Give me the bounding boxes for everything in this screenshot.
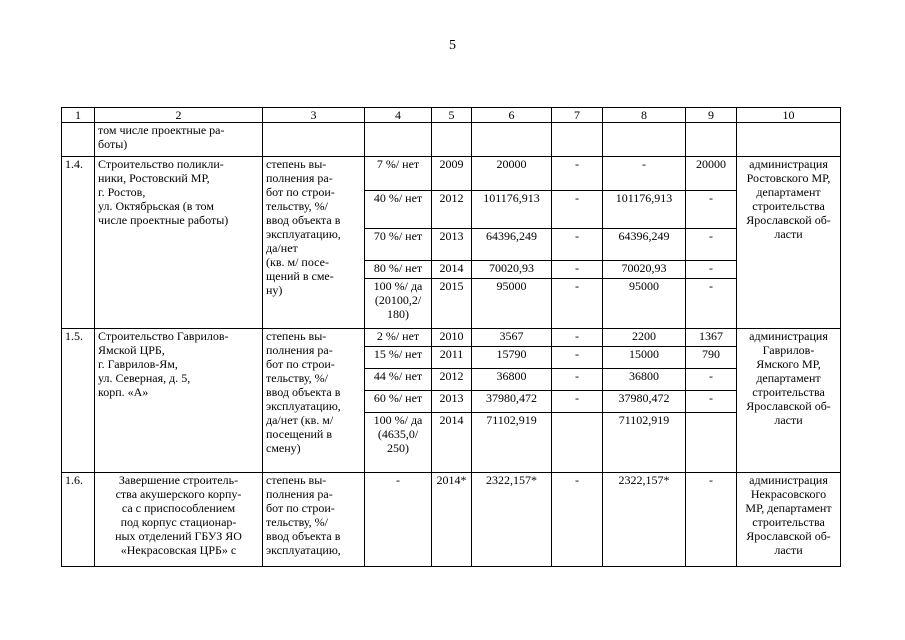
header-row	[62, 108, 841, 123]
progress-value: 2 %/ нет	[365, 329, 432, 347]
col8-value: 15000	[603, 347, 686, 369]
table-row	[62, 157, 841, 191]
total-value: 2322,157*	[472, 473, 552, 567]
object-name: Строительство Гаврилов- Ямской ЦРБ, г. Гаврилов-Ям, ул. Северная, д. 5, корп. «А»	[95, 329, 263, 473]
year: 2011	[432, 347, 472, 369]
total-value: 70020,93	[472, 261, 552, 279]
row-number: 1.6.	[62, 473, 95, 567]
header-cell: 5	[432, 108, 472, 123]
col8-value: 64396,249	[603, 229, 686, 261]
year: 2010	[432, 329, 472, 347]
col9-value: 1367	[686, 329, 737, 347]
year: 2012	[432, 369, 472, 391]
year: 2013	[432, 391, 472, 413]
progress-value: 70 %/ нет	[365, 229, 432, 261]
total-value: 15790	[472, 347, 552, 369]
header-cell: 6	[472, 108, 552, 123]
total-value: 37980,472	[472, 391, 552, 413]
progress-value: 15 %/ нет	[365, 347, 432, 369]
col9-value: -	[686, 279, 737, 329]
total-value: 71102,919	[472, 413, 552, 473]
col7-value: -	[552, 369, 603, 391]
header-cell: 8	[603, 108, 686, 123]
col8-value: 37980,472	[603, 391, 686, 413]
col9-value: -	[686, 261, 737, 279]
total-value: 3567	[472, 329, 552, 347]
col7-value: -	[552, 473, 603, 567]
col7-value: -	[552, 347, 603, 369]
header-cell: 1	[62, 108, 95, 123]
object-name: Завершение строитель- ства акушерского корпу- са с приспособлением под корпус стационар- ных отделений ГБУЗ ЯО «Некрасовская ЦРБ» с	[95, 473, 263, 567]
total-value: 95000	[472, 279, 552, 329]
col8-value: -	[603, 157, 686, 191]
total-value: 36800	[472, 369, 552, 391]
header-cell: 7	[552, 108, 603, 123]
year: 2014*	[432, 473, 472, 567]
row-number: 1.4.	[62, 157, 95, 329]
continuation-name: том числе проектные ра- боты)	[95, 123, 263, 157]
col7-value: -	[552, 261, 603, 279]
header-cell: 10	[737, 108, 841, 123]
year: 2012	[432, 191, 472, 229]
col9-value	[686, 413, 737, 473]
col9-value: 790	[686, 347, 737, 369]
year: 2014	[432, 261, 472, 279]
responsible-org: администрация Ростовского МР, департамент строительства Ярославской об- ласти	[737, 157, 841, 329]
col8-value: 101176,913	[603, 191, 686, 229]
col9-value: -	[686, 369, 737, 391]
table-row	[62, 123, 841, 157]
col7-value: -	[552, 157, 603, 191]
year: 2009	[432, 157, 472, 191]
col7-value: -	[552, 279, 603, 329]
total-value: 20000	[472, 157, 552, 191]
responsible-org: администрация Гаврилов- Ямского МР, департамент строительства Ярославской об- ласти	[737, 329, 841, 473]
header-cell: 9	[686, 108, 737, 123]
col7-value: -	[552, 191, 603, 229]
year: 2013	[432, 229, 472, 261]
table-row	[62, 473, 841, 567]
header-cell: 2	[95, 108, 263, 123]
col8-value: 70020,93	[603, 261, 686, 279]
col9-value: -	[686, 229, 737, 261]
indicator: степень вы- полнения ра- бот по строи- тельству, %/ ввод объекта в эксплуатацию, да/нет (кв. м/ посе- щений в сме- ну)	[263, 157, 365, 329]
progress-value: 80 %/ нет	[365, 261, 432, 279]
col9-value: -	[686, 391, 737, 413]
col8-value: 71102,919	[603, 413, 686, 473]
indicator: степень вы- полнения ра- бот по строи- тельству, %/ ввод объекта в эксплуатацию, да/нет (кв. м/ посещений в смену)	[263, 329, 365, 473]
col7-value: -	[552, 229, 603, 261]
year: 2014	[432, 413, 472, 473]
col7-value: -	[552, 391, 603, 413]
col9-value: -	[686, 473, 737, 567]
col8-value: 2322,157*	[603, 473, 686, 567]
col7-value	[552, 413, 603, 473]
year: 2015	[432, 279, 472, 329]
progress-value: 100 %/ да (20100,2/ 180)	[365, 279, 432, 329]
header-cell: 4	[365, 108, 432, 123]
col7-value: -	[552, 329, 603, 347]
object-name: Строительство поликли- ники, Ростовский МР, г. Ростов, ул. Октябрьская (в том числе проектные работы)	[95, 157, 263, 329]
progress-value: 60 %/ нет	[365, 391, 432, 413]
col8-value: 36800	[603, 369, 686, 391]
indicator: степень вы- полнения ра- бот по строи- тельству, %/ ввод объекта в эксплуатацию,	[263, 473, 365, 567]
responsible-org: администрация Некрасовского МР, департамент строительства Ярославской об- ласти	[737, 473, 841, 567]
progress-value: -	[365, 473, 432, 567]
row-number: 1.5.	[62, 329, 95, 473]
progress-value: 7 %/ нет	[365, 157, 432, 191]
col9-value: 20000	[686, 157, 737, 191]
page-number: 5	[449, 38, 456, 53]
header-cell: 3	[263, 108, 365, 123]
col9-value: -	[686, 191, 737, 229]
data-table	[61, 107, 841, 567]
progress-value: 40 %/ нет	[365, 191, 432, 229]
col8-value: 95000	[603, 279, 686, 329]
col8-value: 2200	[603, 329, 686, 347]
total-value: 64396,249	[472, 229, 552, 261]
progress-value: 100 %/ да (4635,0/ 250)	[365, 413, 432, 473]
total-value: 101176,913	[472, 191, 552, 229]
progress-value: 44 %/ нет	[365, 369, 432, 391]
table-row	[62, 329, 841, 347]
